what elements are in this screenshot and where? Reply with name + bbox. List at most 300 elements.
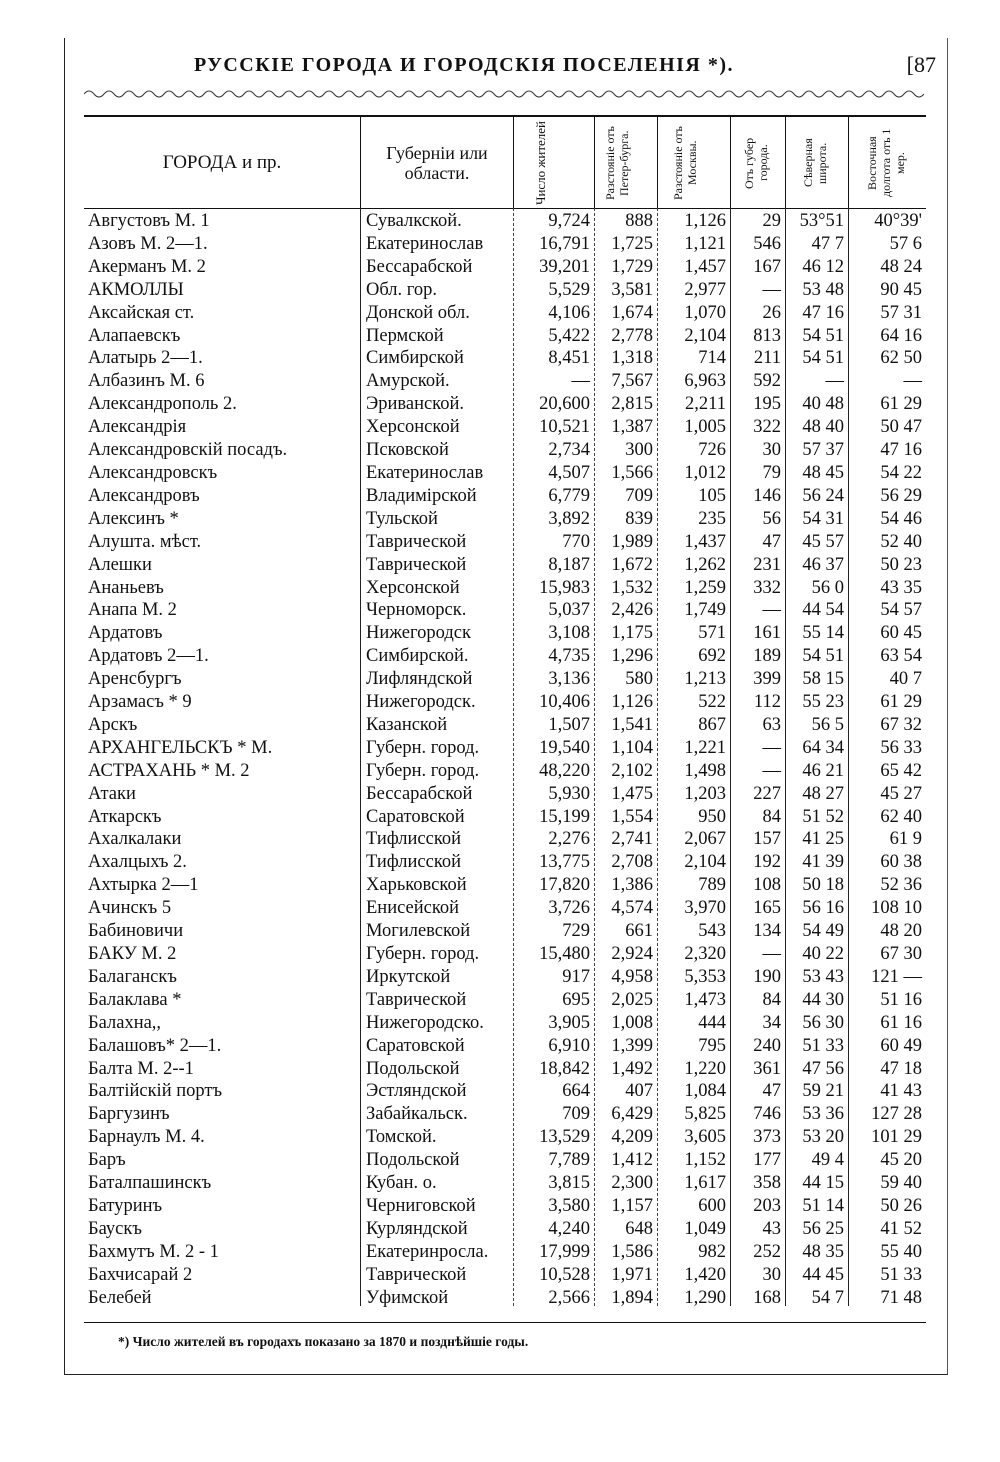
table-row <box>84 1012 926 1035</box>
distance-gubernia-cell: — <box>762 760 781 781</box>
distance-gubernia-cell: 29 <box>762 211 781 231</box>
distance-moscow-cell: 726 <box>698 440 726 461</box>
city-name-cell: Балаклава * <box>88 989 182 1010</box>
province-name-cell: Екатеринросла. <box>366 1241 489 1262</box>
distance-gubernia-cell: 592 <box>753 371 781 392</box>
province-name-cell: Обл. гор. <box>366 279 438 300</box>
latitude-cell: 44 54 <box>802 600 844 621</box>
distance-petersburg-cell: 1,412 <box>611 1150 653 1171</box>
column-header-population-label: Число жителей <box>533 120 548 206</box>
latitude-cell: 59 21 <box>802 1081 844 1102</box>
table-row <box>84 462 926 485</box>
distance-petersburg-cell: 407 <box>625 1081 653 1102</box>
distance-moscow-cell: 692 <box>698 646 726 667</box>
table-row <box>84 806 926 829</box>
city-name-cell: Александрія <box>88 417 187 438</box>
column-header-from-gubernia <box>731 117 786 209</box>
province-name-cell: Кубан. о. <box>366 1173 437 1194</box>
distance-gubernia-cell: 546 <box>753 233 781 254</box>
population-cell: 8,451 <box>548 348 590 369</box>
city-name-cell: Балта М. 2--1 <box>88 1058 194 1079</box>
latitude-cell: 54 51 <box>802 325 844 346</box>
city-name-cell: Александровскъ <box>88 462 218 483</box>
population-cell: 15,199 <box>539 806 590 827</box>
distance-petersburg-cell: 1,541 <box>611 714 653 735</box>
latitude-cell: 41 39 <box>802 852 844 873</box>
table-body <box>84 210 926 1310</box>
distance-moscow-cell: 571 <box>698 623 726 644</box>
distance-gubernia-cell: 43 <box>762 1218 781 1239</box>
distance-petersburg-cell: 1,008 <box>611 1012 653 1033</box>
city-name-cell: Азовъ М. 2—1. <box>88 233 208 254</box>
city-name-cell: Алатырь 2—1. <box>88 348 203 369</box>
population-cell: 8,187 <box>548 554 590 575</box>
distance-gubernia-cell: — <box>762 279 781 300</box>
population-cell: 3,892 <box>548 508 590 529</box>
distance-petersburg-cell: 648 <box>625 1218 653 1239</box>
province-name-cell: Бессарабской <box>366 256 473 277</box>
city-name-cell: Арскъ <box>88 714 138 735</box>
population-cell: 13,529 <box>539 1127 590 1148</box>
distance-petersburg-cell: 1,894 <box>611 1287 653 1308</box>
longitude-cell: 50 47 <box>880 417 922 438</box>
city-name-cell: Балахна,, <box>88 1012 162 1033</box>
city-name-cell: Ахалкалаки <box>88 829 182 850</box>
distance-gubernia-cell: 358 <box>753 1173 781 1194</box>
table-row <box>84 210 926 233</box>
distance-petersburg-cell: 300 <box>625 440 653 461</box>
population-cell: 3,815 <box>548 1173 590 1194</box>
page-title: РУССКІЕ ГОРОДА И ГОРОДСКІЯ ПОСЕЛЕНІЯ *). <box>193 54 735 76</box>
table-row <box>84 966 926 989</box>
distance-moscow-cell: 2,104 <box>684 325 726 346</box>
table-row <box>84 439 926 462</box>
population-cell: 18,842 <box>539 1058 590 1079</box>
latitude-cell: 54 49 <box>802 921 844 942</box>
province-name-cell: Курляндской <box>366 1218 468 1239</box>
province-name-cell: Забайкальск. <box>366 1104 468 1125</box>
city-name-cell: Бабиновичи <box>88 921 184 942</box>
city-name-cell: АСТРАХАНЬ * М. 2 <box>88 760 250 781</box>
province-name-cell: Подольской <box>366 1150 460 1171</box>
city-name-cell: Ананьевъ <box>88 577 164 598</box>
distance-gubernia-cell: 190 <box>753 966 781 987</box>
population-cell: 2,734 <box>548 440 590 461</box>
distance-gubernia-cell: 373 <box>753 1127 781 1148</box>
footnote: *) Число жителей въ городахъ показано за 1870 и позднѣйшіе годы. <box>118 1334 529 1349</box>
longitude-cell: 41 43 <box>880 1081 922 1102</box>
city-name-cell: Албазинъ М. 6 <box>88 371 205 392</box>
distance-moscow-cell: 950 <box>698 806 726 827</box>
longitude-cell: 62 50 <box>880 348 922 369</box>
distance-petersburg-cell: 2,778 <box>611 325 653 346</box>
table-row <box>84 531 926 554</box>
latitude-cell: 48 35 <box>802 1241 844 1262</box>
longitude-cell: 60 49 <box>880 1035 922 1056</box>
distance-gubernia-cell: 332 <box>753 577 781 598</box>
distance-moscow-cell: 1,420 <box>684 1264 726 1285</box>
latitude-cell: 40 48 <box>802 394 844 415</box>
longitude-cell: 101 29 <box>871 1127 922 1148</box>
distance-moscow-cell: 1,203 <box>684 783 726 804</box>
city-name-cell: Аткарскъ <box>88 806 162 827</box>
table-row <box>84 645 926 668</box>
distance-petersburg-cell: 1,566 <box>611 462 653 483</box>
longitude-cell: — <box>903 371 922 392</box>
column-header-from-moscow-label: Разстояніе отъ Москвы. <box>671 126 699 200</box>
distance-moscow-cell: 1,084 <box>684 1081 726 1102</box>
table-row <box>84 851 926 874</box>
latitude-cell: 45 57 <box>802 531 844 552</box>
population-cell: 10,521 <box>539 417 590 438</box>
distance-petersburg-cell: 709 <box>625 485 653 506</box>
wavy-divider <box>84 88 924 100</box>
distance-petersburg-cell: 661 <box>625 921 653 942</box>
distance-gubernia-cell: 211 <box>753 348 781 369</box>
distance-gubernia-cell: 56 <box>762 508 781 529</box>
population-cell: 4,240 <box>548 1218 590 1239</box>
footnote-rule <box>84 1322 926 1323</box>
distance-gubernia-cell: 108 <box>753 875 781 896</box>
population-cell: 729 <box>562 921 590 942</box>
city-name-cell: Атаки <box>88 783 136 804</box>
distance-gubernia-cell: 30 <box>762 440 781 461</box>
column-header-province <box>361 117 514 209</box>
city-name-cell: Алапаевскъ <box>88 325 181 346</box>
distance-petersburg-cell: 1,126 <box>611 692 653 713</box>
table-row <box>84 347 926 370</box>
longitude-cell: 90 45 <box>880 279 922 300</box>
latitude-cell: 54 51 <box>802 348 844 369</box>
latitude-cell: 53 20 <box>802 1127 844 1148</box>
province-name-cell: Эстляндской <box>366 1081 467 1102</box>
distance-moscow-cell: 1,152 <box>684 1150 726 1171</box>
population-cell: 3,905 <box>548 1012 590 1033</box>
distance-moscow-cell: 795 <box>698 1035 726 1056</box>
population-cell: 709 <box>562 1104 590 1125</box>
province-name-cell: Херсонской <box>366 417 460 438</box>
distance-moscow-cell: 1,290 <box>684 1287 726 1308</box>
table-row <box>84 416 926 439</box>
table-row <box>84 1126 926 1149</box>
city-name-cell: Анапа М. 2 <box>88 600 177 621</box>
distance-petersburg-cell: 1,318 <box>611 348 653 369</box>
population-cell: 7,789 <box>548 1150 590 1171</box>
table-row <box>84 760 926 783</box>
population-cell: 13,775 <box>539 852 590 873</box>
column-header-latitude-label: Сѣверная широта. <box>801 138 829 188</box>
distance-moscow-cell: 5,353 <box>684 966 726 987</box>
latitude-cell: 41 25 <box>802 829 844 850</box>
longitude-cell: 67 32 <box>880 714 922 735</box>
city-name-cell: Ахтырка 2—1 <box>88 875 199 896</box>
population-cell: 3,580 <box>548 1195 590 1216</box>
province-name-cell: Таврической <box>366 989 467 1010</box>
distance-moscow-cell: 1,221 <box>684 737 726 758</box>
distance-petersburg-cell: 1,725 <box>611 233 653 254</box>
distance-gubernia-cell: 168 <box>753 1287 781 1308</box>
latitude-cell: 51 52 <box>802 806 844 827</box>
distance-gubernia-cell: — <box>762 944 781 964</box>
column-header-longitude-label: Восточная долгота отъ 1 мер. <box>864 128 907 198</box>
distance-moscow-cell: 1,262 <box>684 554 726 575</box>
latitude-cell: 56 5 <box>811 714 844 735</box>
table-row <box>84 714 926 737</box>
longitude-cell: 45 27 <box>880 783 922 804</box>
distance-moscow-cell: 1,457 <box>684 256 726 277</box>
latitude-cell: 54 51 <box>802 646 844 667</box>
distance-moscow-cell: 867 <box>698 714 726 735</box>
province-name-cell: Казанской <box>366 714 448 735</box>
distance-petersburg-cell: 4,209 <box>611 1127 653 1148</box>
column-header-longitude <box>849 117 926 209</box>
table-row <box>84 1172 926 1195</box>
city-name-cell: Батуринъ <box>88 1195 163 1216</box>
distance-moscow-cell: 105 <box>698 485 726 506</box>
city-name-cell: Бахмутъ М. 2 - 1 <box>88 1241 219 1262</box>
distance-moscow-cell: 600 <box>698 1195 726 1216</box>
distance-petersburg-cell: 1,175 <box>611 623 653 644</box>
distance-petersburg-cell: 1,672 <box>611 554 653 575</box>
distance-moscow-cell: 1,220 <box>684 1058 726 1079</box>
province-name-cell: Екатеринослав <box>366 462 484 483</box>
distance-gubernia-cell: — <box>762 600 781 621</box>
column-header-city-label: ГОРОДА и пр. <box>162 152 282 173</box>
distance-petersburg-cell: 2,102 <box>611 760 653 781</box>
table-row <box>84 737 926 760</box>
distance-gubernia-cell: 157 <box>753 829 781 850</box>
distance-petersburg-cell: 2,426 <box>611 600 653 621</box>
table-row <box>84 989 926 1012</box>
longitude-cell: 65 42 <box>880 760 922 781</box>
distance-moscow-cell: 1,012 <box>684 462 726 483</box>
distance-moscow-cell: 1,749 <box>684 600 726 621</box>
distance-petersburg-cell: 580 <box>625 669 653 690</box>
city-name-cell: Алушта. мѣст. <box>88 531 202 552</box>
latitude-cell: 46 12 <box>802 256 844 277</box>
population-cell: 16,791 <box>539 233 590 254</box>
population-cell: 10,528 <box>539 1264 590 1285</box>
population-cell: 6,910 <box>548 1035 590 1056</box>
distance-moscow-cell: 5,825 <box>684 1104 726 1125</box>
province-name-cell: Эриванской. <box>366 394 465 415</box>
longitude-cell: 40 7 <box>889 669 922 690</box>
distance-petersburg-cell: 1,586 <box>611 1241 653 1262</box>
table-row <box>84 485 926 508</box>
population-cell: 5,930 <box>548 783 590 804</box>
distance-moscow-cell: 2,977 <box>684 279 726 300</box>
province-name-cell: Амурской. <box>366 371 450 392</box>
city-name-cell: Александровъ <box>88 485 200 506</box>
longitude-cell: 51 16 <box>880 989 922 1010</box>
longitude-cell: 61 9 <box>889 829 922 850</box>
latitude-cell: 56 0 <box>811 577 844 598</box>
population-cell: 1,507 <box>548 714 590 735</box>
column-header-from-petersburg-label: Разстояніе отъ Петер-бурга. <box>603 126 631 200</box>
province-name-cell: Енисейской <box>366 898 460 919</box>
distance-moscow-cell: 1,121 <box>684 233 726 254</box>
distance-moscow-cell: 522 <box>698 692 726 713</box>
table-row <box>84 1080 926 1103</box>
distance-moscow-cell: 1,473 <box>684 989 726 1010</box>
population-cell: 4,507 <box>548 462 590 483</box>
distance-gubernia-cell: 161 <box>753 623 781 644</box>
distance-petersburg-cell: 1,554 <box>611 806 653 827</box>
table-row <box>84 828 926 851</box>
latitude-cell: 57 37 <box>802 440 844 461</box>
city-name-cell: Балтійскій портъ <box>88 1081 223 1102</box>
longitude-cell: 60 45 <box>880 623 922 644</box>
longitude-cell: 61 16 <box>880 1012 922 1033</box>
population-cell: — <box>571 371 590 392</box>
distance-petersburg-cell: 2,708 <box>611 852 653 873</box>
distance-moscow-cell: 982 <box>698 1241 726 1262</box>
city-name-cell: Ахалцыхъ 2. <box>88 852 187 873</box>
province-name-cell: Нижегородск. <box>366 692 476 713</box>
table-row <box>84 622 926 645</box>
latitude-cell: 47 56 <box>802 1058 844 1079</box>
province-name-cell: Уфимской <box>366 1287 449 1308</box>
table-row <box>84 920 926 943</box>
table-row <box>84 279 926 302</box>
province-name-cell: Нижегородск <box>366 623 471 644</box>
longitude-cell: 108 10 <box>871 898 922 919</box>
distance-gubernia-cell: 146 <box>753 485 781 506</box>
distance-moscow-cell: 1,049 <box>684 1218 726 1239</box>
latitude-cell: 64 34 <box>802 737 844 758</box>
city-name-cell: Августовъ М. 1 <box>88 211 210 231</box>
population-cell: 2,566 <box>548 1287 590 1308</box>
longitude-cell: 52 40 <box>880 531 922 552</box>
column-header-from-moscow <box>658 117 731 209</box>
latitude-cell: 44 15 <box>802 1173 844 1194</box>
table-row <box>84 1241 926 1264</box>
distance-petersburg-cell: 1,492 <box>611 1058 653 1079</box>
longitude-cell: 48 20 <box>880 921 922 942</box>
distance-petersburg-cell: 1,971 <box>611 1264 653 1285</box>
latitude-cell: 40 22 <box>802 944 844 964</box>
distance-petersburg-cell: 2,741 <box>611 829 653 850</box>
distance-petersburg-cell: 1,386 <box>611 875 653 896</box>
distance-gubernia-cell: 47 <box>762 531 781 552</box>
city-name-cell: АКМОЛЛЫ <box>88 279 184 300</box>
latitude-cell: — <box>825 371 844 392</box>
longitude-cell: 45 20 <box>880 1150 922 1171</box>
distance-gubernia-cell: 79 <box>762 462 781 483</box>
latitude-cell: 58 15 <box>802 669 844 690</box>
longitude-cell: 54 46 <box>880 508 922 529</box>
distance-gubernia-cell: 30 <box>762 1264 781 1285</box>
population-cell: 9,724 <box>548 211 590 231</box>
longitude-cell: 56 33 <box>880 737 922 758</box>
longitude-cell: 41 52 <box>880 1218 922 1239</box>
distance-moscow-cell: 1,617 <box>684 1173 726 1194</box>
table-row <box>84 554 926 577</box>
longitude-cell: 64 16 <box>880 325 922 346</box>
province-name-cell: Пермской <box>366 325 444 346</box>
population-cell: 3,136 <box>548 669 590 690</box>
province-name-cell: Нижегородско. <box>366 1012 484 1033</box>
latitude-cell: 53 43 <box>802 966 844 987</box>
distance-moscow-cell: 1,005 <box>684 417 726 438</box>
column-header-from-petersburg <box>595 117 658 209</box>
city-name-cell: Алексинъ * <box>88 508 179 529</box>
latitude-cell: 54 7 <box>811 1287 844 1308</box>
province-name-cell: Бессарабской <box>366 783 473 804</box>
table-row <box>84 897 926 920</box>
distance-moscow-cell: 6,963 <box>684 371 726 392</box>
population-cell: 4,735 <box>548 646 590 667</box>
population-cell: 2,276 <box>548 829 590 850</box>
distance-moscow-cell: 543 <box>698 921 726 942</box>
city-name-cell: Александрополь 2. <box>88 394 237 415</box>
latitude-cell: 48 40 <box>802 417 844 438</box>
latitude-cell: 56 25 <box>802 1218 844 1239</box>
table-row <box>84 233 926 256</box>
distance-moscow-cell: 2,320 <box>684 944 726 964</box>
population-cell: 17,820 <box>539 875 590 896</box>
column-header-from-gubernia-label: Отъ губер города. <box>742 137 770 189</box>
distance-petersburg-cell: 2,300 <box>611 1173 653 1194</box>
distance-petersburg-cell: 4,958 <box>611 966 653 987</box>
city-name-cell: Баускъ <box>88 1218 142 1239</box>
table-row <box>84 1149 926 1172</box>
table-row <box>84 1103 926 1126</box>
city-name-cell: Балаганскъ <box>88 966 177 987</box>
distance-moscow-cell: 1,498 <box>684 760 726 781</box>
longitude-cell: 127 28 <box>871 1104 922 1125</box>
city-name-cell: Бахчисарай 2 <box>88 1264 193 1285</box>
province-name-cell: Тифлисской <box>366 852 462 873</box>
table-row <box>84 508 926 531</box>
province-name-cell: Лифляндской <box>366 669 473 690</box>
city-name-cell: Баталпашинскъ <box>88 1173 212 1194</box>
distance-moscow-cell: 1,437 <box>684 531 726 552</box>
city-name-cell: Арзамасъ * 9 <box>88 692 192 713</box>
longitude-cell: 59 40 <box>880 1173 922 1194</box>
distance-petersburg-cell: 7,567 <box>611 371 653 392</box>
latitude-cell: 48 45 <box>802 462 844 483</box>
distance-gubernia-cell: 134 <box>753 921 781 942</box>
city-name-cell: Балашовъ* 2—1. <box>88 1035 222 1056</box>
population-cell: 5,037 <box>548 600 590 621</box>
latitude-cell: 53 48 <box>802 279 844 300</box>
longitude-cell: 62 40 <box>880 806 922 827</box>
population-cell: 917 <box>562 966 590 987</box>
latitude-cell: 49 4 <box>811 1150 844 1171</box>
latitude-cell: 56 16 <box>802 898 844 919</box>
distance-gubernia-cell: 84 <box>762 806 781 827</box>
province-name-cell: Саратовской <box>366 806 465 827</box>
longitude-cell: 57 6 <box>889 233 922 254</box>
distance-petersburg-cell: 1,387 <box>611 417 653 438</box>
city-name-cell: Баргузинъ <box>88 1104 170 1125</box>
table-row <box>84 302 926 325</box>
longitude-cell: 40°39' <box>874 211 922 231</box>
latitude-cell: 46 37 <box>802 554 844 575</box>
longitude-cell: 63 54 <box>880 646 922 667</box>
population-cell: 3,108 <box>548 623 590 644</box>
province-name-cell: Херсонской <box>366 577 460 598</box>
latitude-cell: 47 16 <box>802 302 844 323</box>
longitude-cell: 48 24 <box>880 256 922 277</box>
table-row <box>84 370 926 393</box>
latitude-cell: 46 21 <box>802 760 844 781</box>
province-name-cell: Таврической <box>366 1264 467 1285</box>
distance-gubernia-cell: 112 <box>753 692 781 713</box>
distance-petersburg-cell: 4,574 <box>611 898 653 919</box>
distance-petersburg-cell: 1,399 <box>611 1035 653 1056</box>
